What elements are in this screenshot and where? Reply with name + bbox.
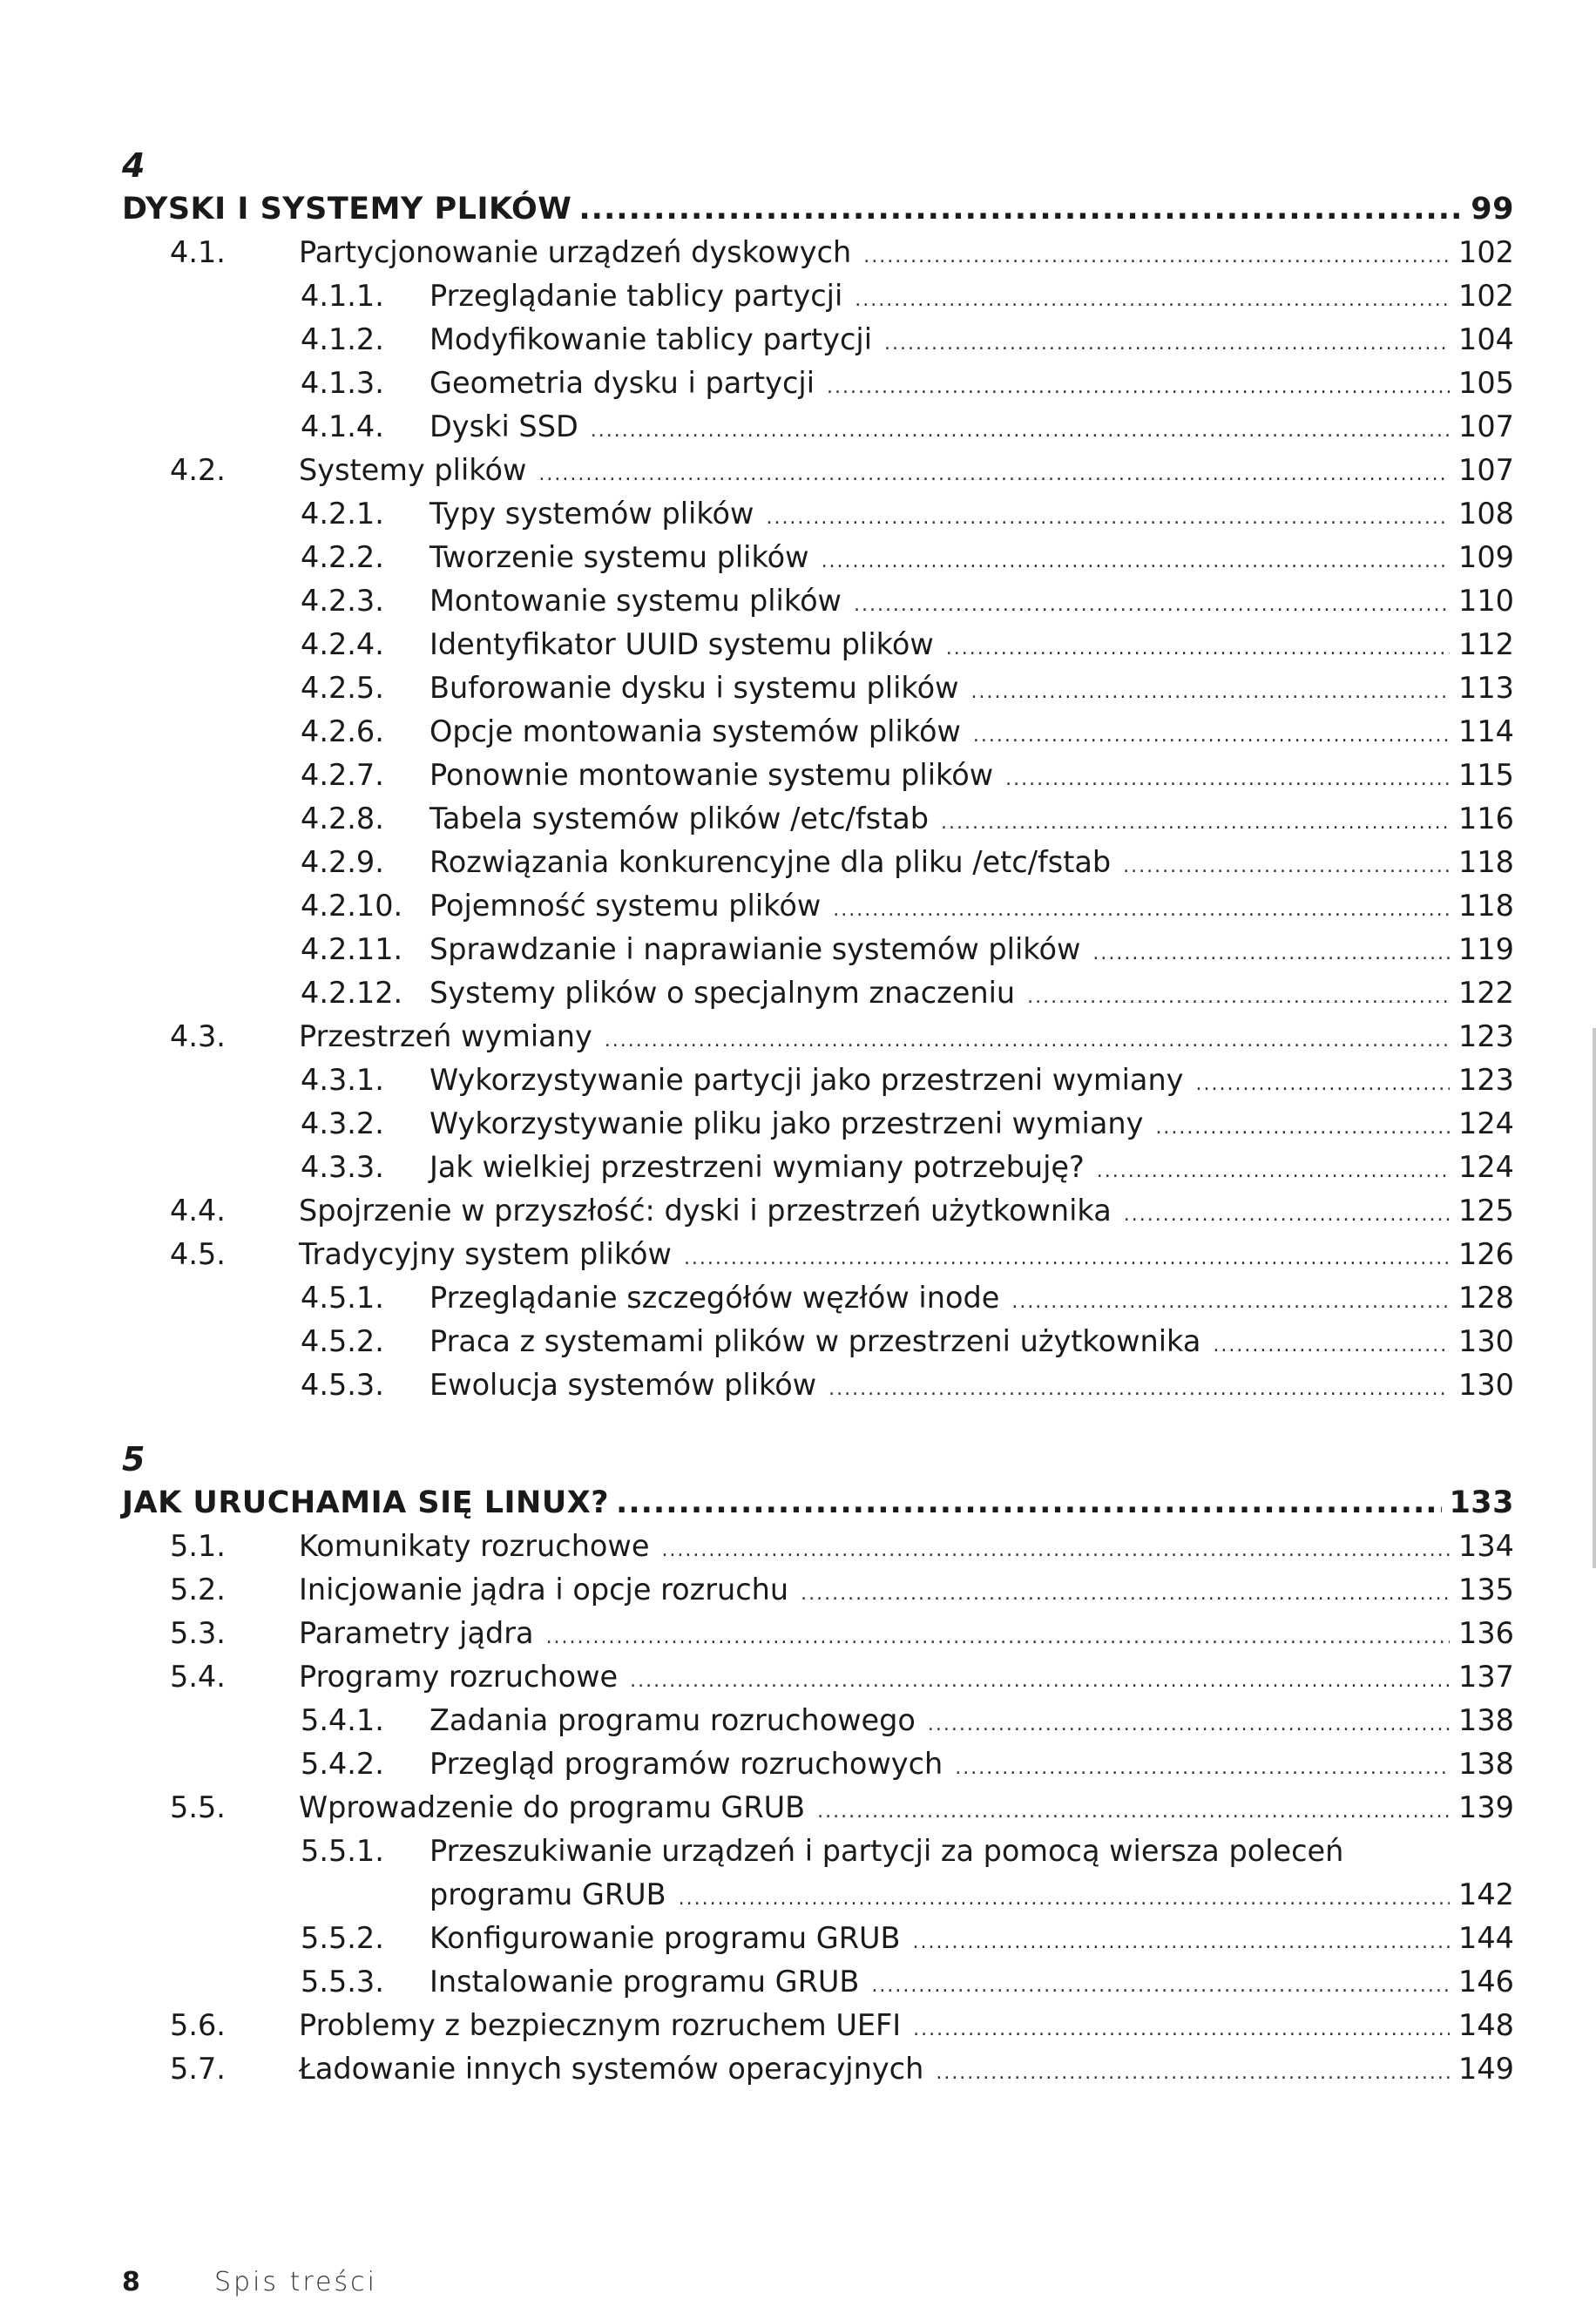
dot-leader xyxy=(1011,1281,1450,1324)
entry-page-number: 123 xyxy=(1458,1019,1514,1053)
entry-page-number: 142 xyxy=(1458,1877,1514,1911)
entry-number: 4.2.6. xyxy=(301,714,384,748)
chapter-title: DYSKI I SYSTEMY PLIKÓW xyxy=(122,192,572,227)
entry-page-number: 130 xyxy=(1458,1368,1514,1402)
toc-entry xyxy=(122,1363,1514,1407)
entry-number: 4.4. xyxy=(170,1194,226,1228)
entry-number: 4.5.2. xyxy=(301,1324,384,1358)
entry-page-number: 124 xyxy=(1458,1150,1514,1184)
entry-page-number: 107 xyxy=(1458,409,1514,443)
dot-leader xyxy=(538,453,1450,497)
entry-title: Przestrzeń wymiany xyxy=(299,1019,592,1053)
entry-page-number: 123 xyxy=(1458,1063,1514,1097)
dot-leader xyxy=(913,1921,1451,1965)
entry-number: 4.2.10. xyxy=(301,889,403,923)
entry-page-number: 135 xyxy=(1458,1573,1514,1607)
dot-leader xyxy=(661,1529,1450,1573)
page-footer xyxy=(122,2265,377,2300)
toc-entry xyxy=(122,1699,1514,1742)
entry-title: Spojrzenie w przyszłość: dyski i przestrzeń użytkownika xyxy=(299,1194,1112,1228)
dot-leader xyxy=(1124,1194,1450,1237)
dot-leader xyxy=(616,1481,1442,1525)
entry-page-number: 139 xyxy=(1458,1790,1514,1824)
entry-page-number: 114 xyxy=(1458,714,1514,748)
dot-leader xyxy=(766,497,1450,540)
dot-leader xyxy=(605,1019,1450,1063)
dot-leader xyxy=(801,1573,1450,1616)
entry-title: Problemy z bezpiecznym rozruchem UEFI xyxy=(299,2008,902,2042)
dot-leader xyxy=(1123,845,1450,889)
entry-title: Instalowanie programu GRUB xyxy=(429,1965,860,1999)
entry-title: Systemy plików xyxy=(299,453,527,487)
toc-entry xyxy=(122,841,1514,884)
entry-number: 5.7. xyxy=(170,2052,226,2086)
entry-title: Przeglądanie tablicy partycji xyxy=(429,279,843,313)
entry-title: Inicjowanie jądra i opcje rozruchu xyxy=(299,1573,789,1607)
entry-page-number: 148 xyxy=(1458,2008,1514,2042)
entry-page-number: 125 xyxy=(1458,1194,1514,1228)
toc-entry xyxy=(122,1917,1514,1960)
entry-page-number: 108 xyxy=(1458,497,1514,531)
entry-title: Wykorzystywanie partycji jako przestrzeni wymiany xyxy=(429,1063,1184,1097)
dot-leader xyxy=(546,1616,1450,1660)
toc-entry xyxy=(122,928,1514,971)
dot-leader xyxy=(941,802,1450,845)
entry-title: Parametry jądra xyxy=(299,1616,534,1650)
entry-title: Programy rozruchowe xyxy=(299,1660,619,1694)
entry-title: Przeszukiwanie urządzeń i partycji za pomocą wiersza poleceń xyxy=(429,1834,1344,1868)
page-edge-shadow xyxy=(1593,1028,1596,1568)
entry-title: Rozwiązania konkurencyjne dla pliku /etc/fstab xyxy=(429,845,1112,879)
dot-leader xyxy=(973,714,1450,758)
entry-number: 4.1. xyxy=(170,235,226,269)
entry-number: 5.5.3. xyxy=(301,1965,384,1999)
entry-page-number: 138 xyxy=(1458,1703,1514,1737)
chapter-5 xyxy=(122,1438,1514,2091)
dot-leader xyxy=(1005,758,1450,802)
entry-number: 5.4. xyxy=(170,1660,226,1694)
entry-number: 5.5.2. xyxy=(301,1921,384,1955)
entry-title: Opcje montowania systemów plików xyxy=(429,714,961,748)
toc-entry xyxy=(122,884,1514,928)
entry-page-number: 110 xyxy=(1458,584,1514,618)
entry-title: Typy systemów plików xyxy=(429,497,754,531)
dot-leader xyxy=(1027,976,1450,1019)
entry-title: Geometria dysku i partycji xyxy=(429,366,815,400)
entry-page-number: 126 xyxy=(1458,1237,1514,1271)
entry-number: 5.5.1. xyxy=(301,1834,384,1868)
entry-page-number: 102 xyxy=(1458,279,1514,313)
chapter-number: 5 xyxy=(122,1440,145,1478)
entry-title: Wykorzystywanie pliku jako przestrzeni wymiany xyxy=(429,1106,1144,1140)
entry-title: Partycjonowanie urządzeń dyskowych xyxy=(299,235,852,269)
dot-leader xyxy=(578,187,1464,231)
toc-entry xyxy=(122,1742,1514,1786)
dot-leader xyxy=(828,1368,1450,1411)
chapter-number: 4 xyxy=(122,146,145,185)
chapter-title: JAK URUCHAMIA SIĘ LINUX? xyxy=(122,1485,610,1520)
entry-number: 4.3.3. xyxy=(301,1150,384,1184)
entry-number: 4.3.1. xyxy=(301,1063,384,1097)
entry-title-continued: programu GRUB xyxy=(429,1877,666,1911)
dot-leader xyxy=(684,1237,1450,1281)
dot-leader xyxy=(863,235,1450,279)
entry-number: 4.1.1. xyxy=(301,279,384,313)
toc-entry xyxy=(122,1568,1514,1612)
entry-page-number: 130 xyxy=(1458,1324,1514,1358)
toc-entry xyxy=(122,405,1514,449)
entry-page-number: 122 xyxy=(1458,976,1514,1010)
entry-title: Systemy plików o specjalnym znaczeniu xyxy=(429,976,1016,1010)
entry-title: Identyfikator UUID systemu plików xyxy=(429,627,934,661)
toc-entry xyxy=(122,1276,1514,1320)
toc-entry xyxy=(122,579,1514,623)
dot-leader xyxy=(928,1703,1450,1747)
toc-entry xyxy=(122,754,1514,797)
entry-number: 4.2.12. xyxy=(301,976,403,1010)
footer-page-number: 8 xyxy=(122,2267,140,2297)
entry-title: Ewolucja systemów plików xyxy=(429,1368,817,1402)
entry-title: Komunikaty rozruchowe xyxy=(299,1529,650,1563)
entry-number: 4.3.2. xyxy=(301,1106,384,1140)
entry-number: 4.2.4. xyxy=(301,627,384,661)
dot-leader xyxy=(871,1965,1450,2008)
toc-entry xyxy=(122,536,1514,579)
entry-number: 4.2.9. xyxy=(301,845,384,879)
chapter-4 xyxy=(122,144,1514,1407)
entry-title: Pojemność systemu plików xyxy=(429,889,822,923)
dot-leader xyxy=(630,1660,1450,1703)
toc-entry xyxy=(122,231,1514,274)
dot-leader xyxy=(970,671,1450,714)
entry-number: 4.2.2. xyxy=(301,540,384,574)
dot-leader xyxy=(1097,1150,1450,1194)
entry-number: 4.2.7. xyxy=(301,758,384,792)
entry-page-number: 119 xyxy=(1458,932,1514,966)
toc-entry xyxy=(122,2004,1514,2047)
entry-number: 5.2. xyxy=(170,1573,226,1607)
entry-title: Modyfikowanie tablicy partycji xyxy=(429,322,873,356)
toc-entry xyxy=(122,1655,1514,1699)
toc-entry xyxy=(122,1320,1514,1363)
entry-page-number: 118 xyxy=(1458,889,1514,923)
entry-page-number: 124 xyxy=(1458,1106,1514,1140)
dot-leader xyxy=(591,409,1450,453)
toc-entry xyxy=(122,1146,1514,1189)
dot-leader xyxy=(822,540,1450,584)
entry-page-number: 137 xyxy=(1458,1660,1514,1694)
toc-entry xyxy=(122,362,1514,405)
entry-number: 5.1. xyxy=(170,1529,226,1563)
entry-number: 4.2. xyxy=(170,453,226,487)
dot-leader xyxy=(936,2052,1450,2095)
dot-leader xyxy=(679,1877,1450,1921)
entry-page-number: 138 xyxy=(1458,1747,1514,1781)
entry-title: Ponownie montowanie systemu plików xyxy=(429,758,994,792)
entry-number: 4.5.3. xyxy=(301,1368,384,1402)
entry-number: 4.5.1. xyxy=(301,1281,384,1315)
entry-title: Zadania programu rozruchowego xyxy=(429,1703,916,1737)
entry-number: 4.2.11. xyxy=(301,932,403,966)
toc-entry xyxy=(122,666,1514,710)
toc-entry xyxy=(122,1015,1514,1059)
entry-title: Praca z systemami plików w przestrzeni użytkownika xyxy=(429,1324,1201,1358)
entry-title: Przeglądanie szczegółów węzłów inode xyxy=(429,1281,1000,1315)
dot-leader xyxy=(1213,1324,1450,1368)
dot-leader xyxy=(827,366,1450,409)
entry-title: Tworzenie systemu plików xyxy=(429,540,809,574)
toc-entry-continuation xyxy=(122,1873,1514,1917)
toc-entry xyxy=(122,1960,1514,2004)
dot-leader xyxy=(1196,1063,1451,1106)
entry-title: Jak wielkiej przestrzeni wymiany potrzebuję? xyxy=(429,1150,1085,1184)
chapter-page-number: 133 xyxy=(1449,1485,1514,1520)
dot-leader xyxy=(854,584,1450,627)
toc-entry xyxy=(122,1102,1514,1146)
dot-leader xyxy=(855,279,1450,322)
chapter-title-row xyxy=(122,1481,1514,1525)
entry-page-number: 115 xyxy=(1458,758,1514,792)
entry-number: 5.4.1. xyxy=(301,1703,384,1737)
entry-number: 5.4.2. xyxy=(301,1747,384,1781)
entry-page-number: 113 xyxy=(1458,671,1514,705)
toc-entry xyxy=(122,492,1514,536)
entry-page-number: 146 xyxy=(1458,1965,1514,1999)
footer-label: Spis treści xyxy=(214,2267,377,2297)
dot-leader xyxy=(1092,932,1450,976)
entry-number: 4.2.3. xyxy=(301,584,384,618)
dot-leader xyxy=(955,1747,1450,1790)
dot-leader xyxy=(946,627,1450,671)
entry-page-number: 144 xyxy=(1458,1921,1514,1955)
entry-page-number: 149 xyxy=(1458,2052,1514,2086)
entry-title: Konfigurowanie programu GRUB xyxy=(429,1921,901,1955)
toc-entry xyxy=(122,1059,1514,1102)
entry-page-number: 128 xyxy=(1458,1281,1514,1315)
toc-entry xyxy=(122,1233,1514,1276)
toc-entry xyxy=(122,1525,1514,1568)
entry-number: 4.2.8. xyxy=(301,802,384,835)
entry-page-number: 104 xyxy=(1458,322,1514,356)
entry-page-number: 112 xyxy=(1458,627,1514,661)
entry-page-number: 116 xyxy=(1458,802,1514,835)
toc-entry xyxy=(122,2047,1514,2091)
entry-title: Ładowanie innych systemów operacyjnych xyxy=(299,2052,924,2086)
toc-entry xyxy=(122,971,1514,1015)
toc-entry xyxy=(122,318,1514,362)
entry-title: Dyski SSD xyxy=(429,409,578,443)
dot-leader xyxy=(913,2008,1450,2052)
entry-page-number: 105 xyxy=(1458,366,1514,400)
toc-entry xyxy=(122,1786,1514,1830)
entry-title: Tabela systemów plików /etc/fstab xyxy=(429,802,930,835)
entry-page-number: 109 xyxy=(1458,540,1514,574)
entry-number: 5.3. xyxy=(170,1616,226,1650)
entry-page-number: 102 xyxy=(1458,235,1514,269)
entry-title: Montowanie systemu plików xyxy=(429,584,842,618)
dot-leader xyxy=(884,322,1450,366)
entry-page-number: 134 xyxy=(1458,1529,1514,1563)
toc-entry xyxy=(122,1830,1514,1873)
toc-entry xyxy=(122,797,1514,841)
toc-entry xyxy=(122,274,1514,318)
toc-entry xyxy=(122,1189,1514,1233)
entry-title: Tradycyjny system plików xyxy=(299,1237,672,1271)
entry-number: 4.1.3. xyxy=(301,366,384,400)
entry-page-number: 136 xyxy=(1458,1616,1514,1650)
toc-entry xyxy=(122,1612,1514,1655)
entry-number: 4.2.1. xyxy=(301,497,384,531)
dot-leader xyxy=(817,1790,1450,1834)
entry-number: 4.3. xyxy=(170,1019,226,1053)
chapter-page-number: 99 xyxy=(1471,192,1514,227)
entry-title: Wprowadzenie do programu GRUB xyxy=(299,1790,806,1824)
entry-number: 4.5. xyxy=(170,1237,226,1271)
entry-number: 5.5. xyxy=(170,1790,226,1824)
entry-number: 4.1.2. xyxy=(301,322,384,356)
toc-entry xyxy=(122,710,1514,754)
entry-title: Buforowanie dysku i systemu plików xyxy=(429,671,959,705)
entry-page-number: 107 xyxy=(1458,453,1514,487)
dot-leader xyxy=(833,889,1450,932)
chapter-title-row xyxy=(122,187,1514,231)
entry-title: Sprawdzanie i naprawianie systemów plików xyxy=(429,932,1081,966)
entry-title: Przegląd programów rozruchowych xyxy=(429,1747,943,1781)
entry-number: 4.2.5. xyxy=(301,671,384,705)
entry-page-number: 118 xyxy=(1458,845,1514,879)
entry-number: 5.6. xyxy=(170,2008,226,2042)
dot-leader xyxy=(1155,1106,1450,1150)
entry-number: 4.1.4. xyxy=(301,409,384,443)
toc-entry xyxy=(122,449,1514,492)
toc-entry xyxy=(122,623,1514,666)
